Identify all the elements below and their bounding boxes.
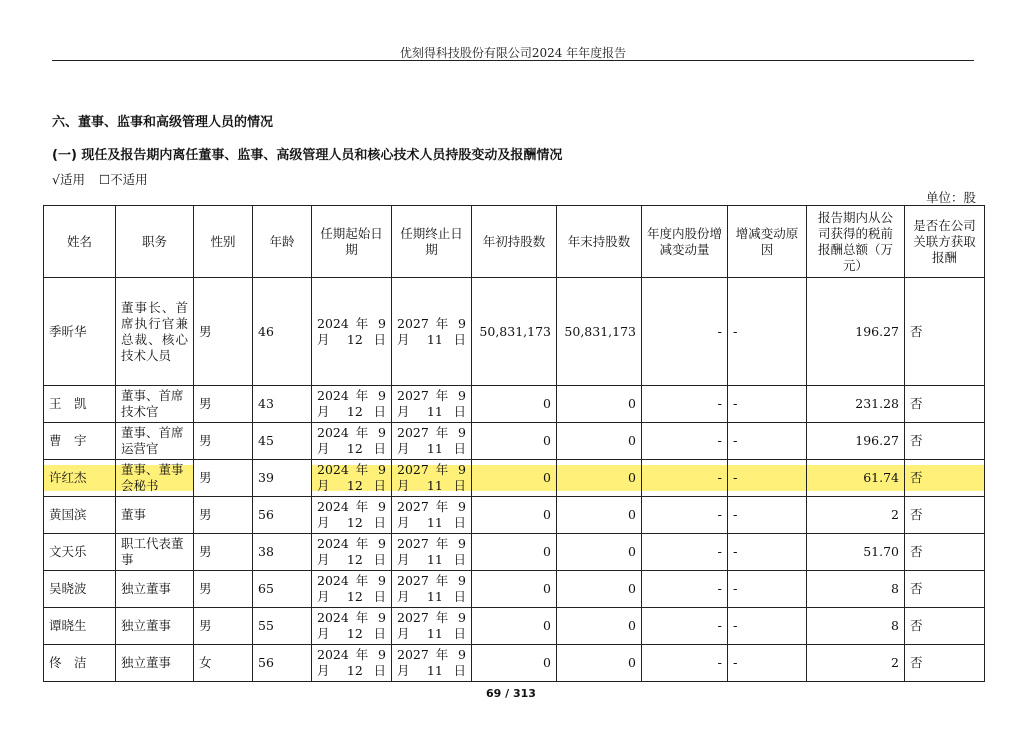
- cell-pay: 61.74: [807, 460, 905, 497]
- cell-term-start: 2024 年 9 月 12 日: [312, 386, 392, 423]
- cell-related-pay: 否: [905, 497, 985, 534]
- cell-age: 45: [253, 423, 312, 460]
- cell-gender: 男: [194, 278, 253, 386]
- cell-related-pay: 否: [905, 460, 985, 497]
- col-header-share-change: 年度内股份增减变动量: [642, 206, 728, 278]
- cell-end-shares: 0: [557, 534, 642, 571]
- cell-related-pay: 否: [905, 645, 985, 682]
- cell-title: 董事长、首席执行官兼总裁、核心技术人员: [116, 278, 194, 386]
- applicable-checkbox: √适用: [52, 172, 85, 187]
- cell-gender: 女: [194, 645, 253, 682]
- cell-end-shares: 0: [557, 460, 642, 497]
- cell-share-change: -: [642, 386, 728, 423]
- table-row: [44, 534, 985, 571]
- cell-share-change: -: [642, 571, 728, 608]
- col-header-change-reason: 增减变动原因: [728, 206, 807, 278]
- cell-pay: 231.28: [807, 386, 905, 423]
- cell-related-pay: 否: [905, 608, 985, 645]
- cell-name: 佟 洁: [44, 645, 116, 682]
- cell-end-shares: 0: [557, 645, 642, 682]
- cell-gender: 男: [194, 608, 253, 645]
- col-header-gender: 性别: [194, 206, 253, 278]
- cell-related-pay: 否: [905, 571, 985, 608]
- cell-age: 56: [253, 497, 312, 534]
- cell-change-reason: -: [728, 423, 807, 460]
- cell-term-start: 2024 年 9 月 12 日: [312, 497, 392, 534]
- cell-name: 文天乐: [44, 534, 116, 571]
- cell-term-end: 2027 年 9 月 11 日: [392, 645, 472, 682]
- cell-pay: 196.27: [807, 423, 905, 460]
- table-row: [44, 386, 985, 423]
- cell-gender: 男: [194, 571, 253, 608]
- col-header-pay: 报告期内从公司获得的税前报酬总额（万元）: [807, 206, 905, 278]
- cell-term-end: 2027 年 9 月 11 日: [392, 460, 472, 497]
- cell-begin-shares: 0: [472, 497, 557, 534]
- cell-related-pay: 否: [905, 278, 985, 386]
- cell-gender: 男: [194, 497, 253, 534]
- cell-term-end: 2027 年 9 月 11 日: [392, 278, 472, 386]
- cell-term-start: 2024 年 9 月 12 日: [312, 423, 392, 460]
- cell-share-change: -: [642, 460, 728, 497]
- cell-name: 王 凯: [44, 386, 116, 423]
- cell-begin-shares: 0: [472, 608, 557, 645]
- cell-title: 董事、董事会秘书: [116, 460, 194, 497]
- cell-term-end: 2027 年 9 月 11 日: [392, 423, 472, 460]
- cell-end-shares: 0: [557, 571, 642, 608]
- cell-change-reason: -: [728, 386, 807, 423]
- executive-shareholding-table: [43, 205, 985, 682]
- cell-term-end: 2027 年 9 月 11 日: [392, 497, 472, 534]
- cell-pay: 8: [807, 608, 905, 645]
- cell-end-shares: 0: [557, 497, 642, 534]
- col-header-term-start: 任期起始日期: [312, 206, 392, 278]
- col-header-title: 职务: [116, 206, 194, 278]
- cell-pay: 2: [807, 497, 905, 534]
- cell-age: 39: [253, 460, 312, 497]
- unit-label: 单位：股: [925, 190, 976, 205]
- cell-gender: 男: [194, 534, 253, 571]
- cell-end-shares: 0: [557, 386, 642, 423]
- col-header-name: 姓名: [44, 206, 116, 278]
- cell-change-reason: -: [728, 534, 807, 571]
- cell-change-reason: -: [728, 460, 807, 497]
- cell-begin-shares: 50,831,173: [472, 278, 557, 386]
- cell-related-pay: 否: [905, 534, 985, 571]
- table-header-row: [44, 206, 985, 278]
- cell-name: 许红杰: [44, 460, 116, 497]
- table-row: [44, 497, 985, 534]
- cell-begin-shares: 0: [472, 423, 557, 460]
- cell-name: 黄国滨: [44, 497, 116, 534]
- cell-term-start: 2024 年 9 月 12 日: [312, 278, 392, 386]
- cell-change-reason: -: [728, 608, 807, 645]
- cell-title: 董事: [116, 497, 194, 534]
- cell-share-change: -: [642, 278, 728, 386]
- cell-change-reason: -: [728, 497, 807, 534]
- cell-title: 董事、首席运营官: [116, 423, 194, 460]
- table-row-highlighted: [44, 460, 985, 497]
- cell-change-reason: -: [728, 571, 807, 608]
- cell-share-change: -: [642, 497, 728, 534]
- cell-end-shares: 0: [557, 608, 642, 645]
- cell-age: 43: [253, 386, 312, 423]
- applicability-options: [52, 170, 158, 188]
- cell-term-end: 2027 年 9 月 11 日: [392, 534, 472, 571]
- cell-term-end: 2027 年 9 月 11 日: [392, 571, 472, 608]
- cell-change-reason: -: [728, 278, 807, 386]
- cell-share-change: -: [642, 534, 728, 571]
- cell-term-end: 2027 年 9 月 11 日: [392, 386, 472, 423]
- cell-title: 独立董事: [116, 571, 194, 608]
- cell-end-shares: 50,831,173: [557, 278, 642, 386]
- page-number: 69 / 313: [486, 687, 536, 700]
- table-row: [44, 278, 985, 386]
- cell-term-start: 2024 年 9 月 12 日: [312, 645, 392, 682]
- cell-gender: 男: [194, 386, 253, 423]
- cell-age: 55: [253, 608, 312, 645]
- subsection-heading: (一) 现任及报告期内离任董事、监事、高级管理人员和核心技术人员持股变动及报酬情况: [52, 148, 563, 163]
- cell-change-reason: -: [728, 645, 807, 682]
- cell-begin-shares: 0: [472, 571, 557, 608]
- cell-gender: 男: [194, 423, 253, 460]
- cell-term-start: 2024 年 9 月 12 日: [312, 534, 392, 571]
- cell-begin-shares: 0: [472, 460, 557, 497]
- table-row: [44, 645, 985, 682]
- cell-term-start: 2024 年 9 月 12 日: [312, 571, 392, 608]
- col-header-term-end: 任期终止日期: [392, 206, 472, 278]
- col-header-age: 年龄: [253, 206, 312, 278]
- table-row: [44, 571, 985, 608]
- cell-share-change: -: [642, 645, 728, 682]
- cell-pay: 196.27: [807, 278, 905, 386]
- col-header-end-shares: 年末持股数: [557, 206, 642, 278]
- cell-pay: 2: [807, 645, 905, 682]
- not-applicable-checkbox: ☐不适用: [98, 172, 148, 187]
- cell-title: 独立董事: [116, 608, 194, 645]
- cell-related-pay: 否: [905, 386, 985, 423]
- cell-title: 职工代表董事: [116, 534, 194, 571]
- header-divider: [52, 60, 974, 61]
- cell-pay: 8: [807, 571, 905, 608]
- col-header-related-pay: 是否在公司关联方获取报酬: [905, 206, 985, 278]
- cell-age: 56: [253, 645, 312, 682]
- cell-name: 季昕华: [44, 278, 116, 386]
- cell-share-change: -: [642, 608, 728, 645]
- cell-age: 38: [253, 534, 312, 571]
- cell-term-start: 2024 年 9 月 12 日: [312, 608, 392, 645]
- cell-related-pay: 否: [905, 423, 985, 460]
- cell-age: 65: [253, 571, 312, 608]
- cell-term-end: 2027 年 9 月 11 日: [392, 608, 472, 645]
- cell-name: 吴晓波: [44, 571, 116, 608]
- cell-title: 独立董事: [116, 645, 194, 682]
- table-row: [44, 423, 985, 460]
- cell-title: 董事、首席技术官: [116, 386, 194, 423]
- section-heading: 六、董事、监事和高级管理人员的情况: [52, 115, 274, 130]
- cell-end-shares: 0: [557, 423, 642, 460]
- report-header-title: 优刻得科技股份有限公司2024 年年度报告: [399, 46, 627, 60]
- col-header-begin-shares: 年初持股数: [472, 206, 557, 278]
- table-row: [44, 608, 985, 645]
- cell-begin-shares: 0: [472, 386, 557, 423]
- cell-gender: 男: [194, 460, 253, 497]
- cell-name: 曹 宇: [44, 423, 116, 460]
- cell-share-change: -: [642, 423, 728, 460]
- cell-begin-shares: 0: [472, 645, 557, 682]
- cell-begin-shares: 0: [472, 534, 557, 571]
- cell-name: 谭晓生: [44, 608, 116, 645]
- cell-pay: 51.70: [807, 534, 905, 571]
- cell-term-start: 2024 年 9 月 12 日: [312, 460, 392, 497]
- cell-age: 46: [253, 278, 312, 386]
